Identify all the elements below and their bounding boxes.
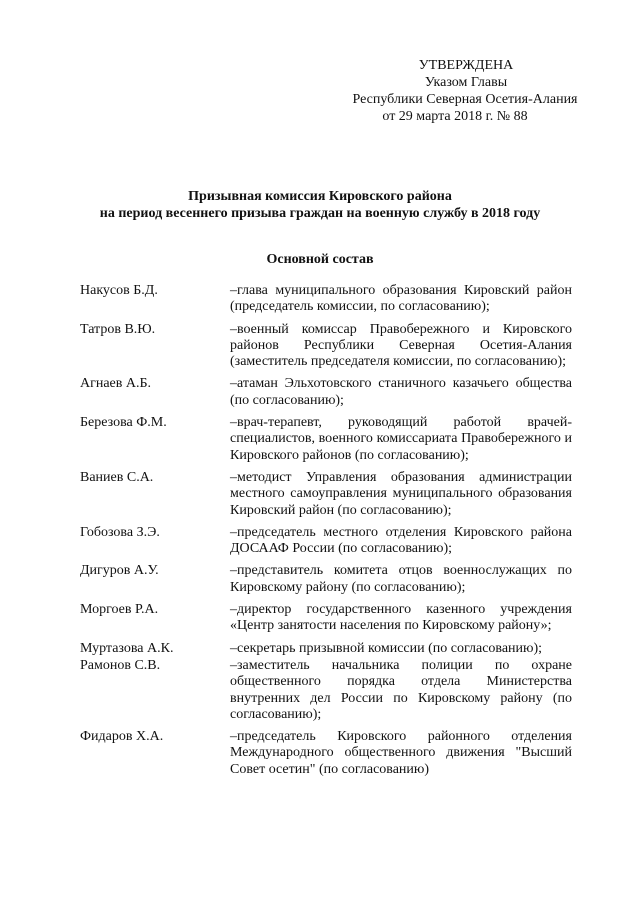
member-role: –глава муниципального образования Кировский район (председатель комиссии, по согласованию);: [230, 283, 572, 315]
document-title: [60, 188, 580, 222]
member-name: Накусов Б.Д.: [80, 283, 158, 298]
member-role: –представитель комитета отцов военнослужащих по Кировскому району (по согласованию);: [230, 563, 572, 595]
member-name: Моргоев Р.А.: [80, 602, 159, 618]
member-row: [80, 658, 572, 723]
member-row: [80, 602, 572, 635]
member-role: –председатель Кировского районного отделения Международного общественного движения "Высший Совет осетин" (по согласованию): [230, 729, 572, 777]
approval-heading: УТВЕРЖДЕНА: [418, 58, 514, 73]
approval-line-2: Республики Северная Осетия-Алания: [352, 92, 578, 107]
member-row: [80, 415, 572, 464]
member-row: [80, 470, 572, 519]
member-row: [80, 283, 572, 316]
member-row: [80, 376, 572, 409]
member-row: [80, 322, 572, 371]
member-role: –врач-терапевт, руководящий работой врачей-специалистов, военного комиссариата Правобережного и Кировского районов (по согласованию);: [230, 415, 572, 463]
member-row: [80, 729, 572, 778]
member-name: Муртазова А.К.: [80, 640, 174, 656]
member-role: –атаман Эльхотовского станичного казачьего общества (по согласованию);: [230, 376, 572, 408]
member-name: Фидаров Х.А.: [80, 729, 164, 745]
member-name: Ваниев С.А.: [80, 469, 154, 485]
member-name: Дигуров А.У.: [80, 563, 159, 579]
member-role: –секретарь призывной комиссии (по согласованию);: [230, 640, 543, 656]
member-name: Агнаев А.Б.: [80, 376, 152, 392]
member-name: Рамонов С.В.: [80, 657, 161, 673]
members-list: [80, 283, 572, 778]
approval-line-3: от 29 марта 2018 г. № 88: [382, 109, 528, 124]
title-line-1: Призывная комиссия Кировского района: [188, 189, 452, 204]
approval-stamp: [300, 57, 600, 125]
member-role: –заместитель начальника полиции по охране общественного порядка отдела Министерства внутренних дел России по Кировскому району (по согласованию);: [230, 657, 572, 722]
title-line-2: на период весеннего призыва граждан на военную службу в 2018 году: [99, 206, 541, 221]
member-role: –директор государственного казенного учреждения «Центр занятости населения по Кировскому району»;: [230, 602, 572, 634]
member-name: Татров В.Ю.: [80, 321, 156, 337]
member-row: [80, 563, 572, 596]
member-role: –методист Управления образования администрации местного самоуправления муниципального образования Кировский район (по согласованию);: [230, 469, 572, 518]
member-role: –председатель местного отделения Кировского района ДОСААФ России (по согласованию);: [230, 524, 572, 557]
member-role: –военный комиссар Правобережного и Кировского районов Республики Северная Осетия-Алания (заместитель председателя комиссии, по согласованию);: [230, 321, 572, 370]
member-row: [80, 641, 572, 657]
section-heading: Основной состав: [266, 252, 374, 267]
member-name: Гобозова З.Э.: [80, 524, 160, 540]
member-name: Березова Ф.М.: [80, 415, 167, 431]
approval-line-1: Указом Главы: [424, 75, 508, 90]
member-row: [80, 525, 572, 558]
